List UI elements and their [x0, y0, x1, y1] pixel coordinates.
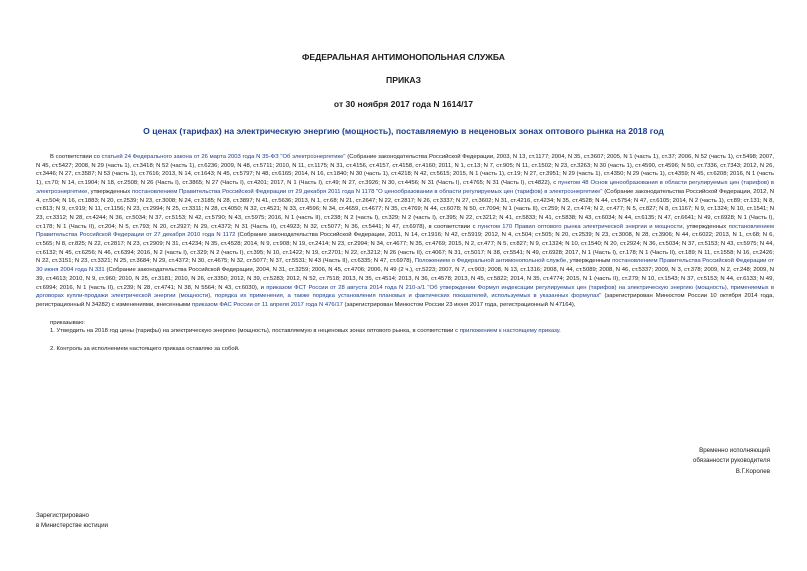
signatory-name: В.Г.Королев — [735, 467, 770, 475]
preamble-text: (Собрание законодательства Российской Федерации, 2004, N 31, ст.3259; 2006, N 45, ст.4706; 2006, N 49 (2 ч.), ст.5223; 2007, N 7, ст.903; 2008, N 13, ст.1316; 2008, N 44, ст.5089; 2008, N 46, ст.5337; 2009, N 3, ст.378; 2009, N 2, ст.248; 2009, N 39, ст.4613; 2010, N 9, ст.960; 2010, N 25, ст.3181; 2010, N 26, ст.3350; 2012, N 39, ст.5283; 2012, N 52, ст.7518; 2013, N 35, ст.4514; 2013, N 36, ст.4578; 2013, N 45, ст.5822; 2014, N 35, ст.4774; 2015, N 1 (часть II), ст.279; N 10, ст.1543; N 37, ст.5153; N 44, ст.6133; N 49, ст.6994; 2016, N 1 (часть II), ст.239; N 28, ст.4741; N 38, N 5564; N 43, ст.6030), и — [36, 267, 774, 291]
document-type: ПРИКАЗ — [386, 75, 421, 85]
preamble-text: (зарегистрирован Минюстом России 23 июня 2017 года, регистрационный N 47164), — [342, 301, 576, 308]
preamble-text: В соответствии со — [50, 154, 102, 160]
registration-block — [36, 511, 108, 532]
document-title: О ценах (тарифах) на электрическую энергию (мощность), поставляемую в неценовых зонах оптового рынка на 2018 год — [143, 126, 664, 136]
pricing-basics-link[interactable]: пунктом 48 Основ ценообразования в области регулируемых цен (тарифов) в электроэнергетике — [36, 180, 774, 195]
registration-line-1: Зарегистрировано — [36, 512, 89, 519]
law-link[interactable]: статьей 24 Федерального закона от 26 марта 2003 года N 35-ФЗ "Об электроэнергетике" — [101, 154, 346, 160]
document-date-number: от 30 ноября 2017 года N 1614/17 — [333, 99, 474, 109]
appendix-link[interactable]: приложением к настоящему приказу — [459, 328, 560, 335]
order-word: приказываю: — [50, 319, 86, 326]
item-text: 1. Утвердить на 2018 год цены (тарифы) на электрическую энергию (мощность), поставляемую в неценовых зонах оптового рынка, в соответствии с — [50, 328, 460, 335]
preamble-text: , утвержденных — [682, 223, 729, 230]
preamble-text: (Собрание законодательства Российской Федерации, 2003, N 13, ст.1177; 2004, N 35, ст.3607; 2005, N 1 (часть 1), ст.37; 2006, N 52 (часть 1), ст.5498; 2007, N 45, ст.5427; 2008, N 29 (часть 1), ст.3418; N 52 (часть 1), ст.6236; 2009, N 48, ст.5711; 2010, N 11, ст.1175; N 31, ст.4156, ст.4157, ст.4158, ст.4160; 2011, N 1, ст.13; N 7, ст.905; N 11, ст.1502; N 23, ст.3263; N 30 (часть 1), ст.4590, ст.4596; N 50, ст.7336, ст.7343; 2012, N 26, ст.3446; N 27, ст.3587; N 53 (часть 1), ст.7616; 2013, N 14, ст.1643; N 45, ст.5797; N 48, ст.6165; 2014, N 16, ст.1840; N 30 (часть 1), ст.4218; N 42, ст.5615; 2015, N 1 (часть 1), ст.19; N 27, ст.3951; N 29 (часть 1), ст.4350; N 29 (часть 1), ст.4359; N 45, ст.6208; 2016, N 1 (часть 1), ст.70; N 14, ст.1904; N 18, ст.2508; N 26 (Часть I), ст.3865; N 27 (Часть I), ст.4201; 2017, N 1 (Часть I), ст.49; N 27, ст.3926; N 30, ст.4456; N 31 (Часть I), ст.4765; N 31 (Часть I), ст.4822), с — [36, 154, 775, 187]
signature-line-2: обязанности руководителя — [692, 457, 770, 465]
document-body — [36, 153, 774, 354]
government-decree-331-link[interactable]: постановлением Правительства Российской Федерации от 30 июня 2004 года N 331 — [36, 258, 774, 274]
preamble-text: (зарегистрирован Минюстом России 10 октября 2014 года, регистрационный N 34282) с изменениями, внесенными — [36, 293, 775, 308]
preamble-text: , утвержденных — [87, 188, 132, 195]
registration-line-2: в Министерстве юстиции — [36, 522, 109, 530]
government-decree-1178-link[interactable]: постановлением Правительства Российской Федерации от 29 декабря 2011 года N 1178 "О ценообразовании в области регулируемых цен (тарифов) в электроэнергетике" — [131, 188, 603, 195]
preamble-paragraph — [36, 153, 774, 310]
government-decree-1172-link[interactable]: постановлением Правительства Российской Федерации от 27 декабря 2010 года N 1172 — [36, 223, 774, 239]
preamble-text: (Собрание законодательства Российской Федерации, 2011, N 14, ст.1916; N 42, ст.5919; 2012, N 4, ст.504; ст.505; N 20, ст.2539; N 23, ст.3008, N 28, ст.3906; N 44, ст.6022; 2013, N 1, ст.68; N 6, ст.565; N 8, ст.825; N 22, ст.2817; N 23, ст.2909; N 31, ст.4234; N 35, ст.4528; 2014, N 9, ст.908; N 19, ст.2414; N 23, ст.2994; N 34, ст.4677; N 35, ст.4769; 2015, N 2, ст.477; N 5, ст.827; N 9, ст.1324; N 10, ст.1540; N 20, ст.2924; N 36, ст.5034; N 37, ст.5153; N 43, ст.5975; N 44, ст.6132; N 45, ст.6256; N 46, ст.6394; 2016, N 2 (часть I), ст.329; N 2 (часть I), ст.395; N 10, ст.1422; N 19, ст.2701; N 22, ст.3212; N 26 (часть II), ст.4067; N 31, ст.5017; N 38, ст.5541; N 49, ст.6928; 2017, N 1 (Часть I), ст.178; N 1 (Часть II), ст.189; N 11, ст.1558; N 16, ст.2426; N 22, ст.3151; N 23, ст.3321; N 25, ст.3684; N 29, ст.4372; N 30, ст.4675; N 32, ст.5077; N 37, ст.5531; N 43 (Часть II), ст.6335; N 47, ст.6978), — [36, 232, 774, 265]
preamble-text: , утвержденным — [566, 258, 613, 265]
order-item-1 — [36, 327, 774, 336]
market-rules-link[interactable]: пунктом 170 Правил оптового рынка электрической энергии и мощности — [477, 223, 683, 230]
fas-regulation-link[interactable]: Положением о Федеральной антимонопольной службе — [414, 258, 567, 265]
agency-name: ФЕДЕРАЛЬНАЯ АНТИМОНОПОЛЬНАЯ СЛУЖБА — [302, 52, 505, 62]
order-item-2: 2. Контроль за исполнением настоящего приказа оставляю за собой. — [50, 346, 240, 353]
signature-line-1: Временно исполняющий — [699, 447, 770, 454]
item-text: . — [559, 328, 561, 335]
fst-order-link[interactable]: приказом ФСТ России от 28 августа 2014 года N 210-э/1 "Об утверждении Формул индексации регулируемых цен (тарифов) на электрическую энергию (мощность), применяемых в договорах купли-продажи электрической энергии (мощности), порядка их применения, а также порядка установления плановых и фактических показателей, используемых в указанных формулах" — [36, 284, 774, 300]
fas-order-link[interactable]: приказом ФАС России от 11 апреля 2017 года N 476/17 — [192, 301, 343, 308]
signature-block — [690, 446, 770, 477]
preamble-text: (Собрание законодательства Российской Федерации, 2012, N 4, ст.504; N 16, ст.1883; N 20, ст.2539; N 23, ст.3008; N 24, ст.3185; N 28, ст.3897; N 41, ст.5636; 2013, N 1, ст.68; N 21, ст.2647; N 22, ст.2817; N 26, ст.3337; N 27, ст.3602; N 31, ст.4216, ст.4234; N 35, ст.4528; N 44, ст.5754; N 47, ст.6105; 2014, N 2 (часть 1), ст.89; ст.131; N 8, ст.813; N 9, ст.919; N 11, ст.1156; N 23, ст.2994; N 25, ст.3311; N 28, ст.4050; N 32, ст.4521; N 33, ст.4596; N 34, ст.4659, ст.4677; N 35, ст.4769; N 44, ст.6078; N 50, ст.7094; N 1 (часть II), ст.259; N 2, ст.474; N 2, ст.477; N 5, ст.827; N 8, ст.1167; N 9, ст.1324; N 10, ст.1541; N 23, ст.3312; N 28, ст.4244; N 36, ст.5034; N 37, ст.5153; N 42, ст.5790; N 43, ст.5975; 2016, N 1 (часть II), ст.238; N 2 (часть I), ст.329; N 2 (часть I), ст.395; N 22, ст.3212; N 41, ст.5833; N 41, ст.5838; N 43, ст.6034; N 44, ст.6135; N 47, ст.6641; N 49, ст.6928; N 1 (Часть I), ст.178; N 1 (Часть II), ст.204; N 5, ст.793; N 20, ст.2927; N 29, ст.4372; N 31 (Часть II), ст.4923; N 32, ст.5077; N 36, ст.5441; N 47, ст.6978), в соответствии с — [36, 188, 774, 230]
